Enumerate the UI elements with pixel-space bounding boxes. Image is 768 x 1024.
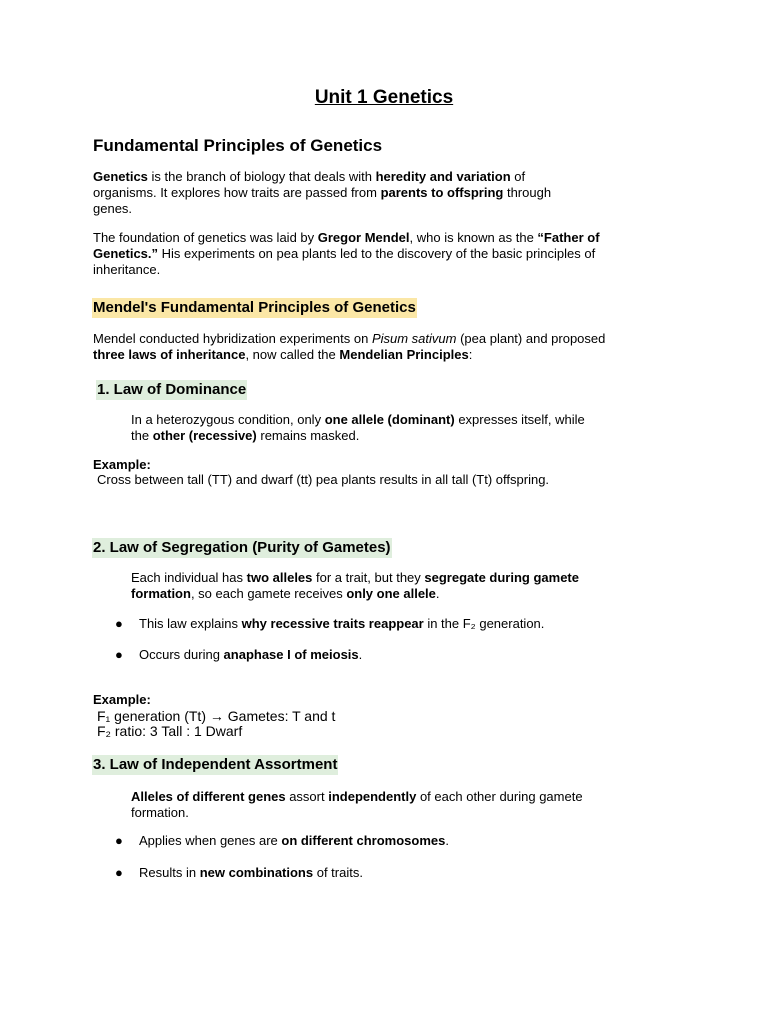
list-item: ● Occurs during anaphase I of meiosis. <box>115 647 363 662</box>
page-title: Unit 1 Genetics <box>314 87 454 108</box>
example-line-f2: F₂ ratio: 3 Tall : 1 Dwarf <box>97 723 243 739</box>
law-independent-assortment-description: Alleles of different genes assort independently of each other during gamete formation. <box>131 789 583 820</box>
example-line-f1: F₁ generation (Tt) → Gametes: T and t <box>97 708 336 724</box>
bullet-icon: ● <box>115 865 123 880</box>
paragraph-genetics-definition: Genetics is the branch of biology that deals with heredity and variation of organisms. It explores how traits are passed from parents to offspring through genes. <box>93 169 552 216</box>
law-heading-independent-assortment: 3. Law of Independent Assortment <box>93 756 338 773</box>
law-heading-dominance: 1. Law of Dominance <box>97 381 247 398</box>
paragraph-mendel-experiments: Mendel conducted hybridization experiments on Pisum sativum (pea plant) and proposed three laws of inheritance, now called the Mendelian Principles: <box>93 331 606 362</box>
example-label-dominance: Example: <box>93 457 151 472</box>
example-label-segregation: Example: <box>93 692 151 707</box>
list-item: ● This law explains why recessive traits reappear in the F₂ generation. <box>115 616 545 631</box>
section-heading-mendel-principles: Mendel's Fundamental Principles of Genetics <box>93 299 416 316</box>
bullet-icon: ● <box>115 833 123 848</box>
example-text-dominance: Cross between tall (TT) and dwarf (tt) pea plants results in all tall (Tt) offspring. <box>97 472 550 487</box>
list-item: ● Results in new combinations of traits. <box>115 865 363 880</box>
bullet-icon: ● <box>115 647 123 662</box>
section-heading-fundamentals: Fundamental Principles of Genetics <box>93 136 383 155</box>
law-segregation-description: Each individual has two alleles for a trait, but they segregate during gamete formation, so each gamete receives only one allele. <box>131 570 579 601</box>
law-dominance-description: In a heterozygous condition, only one allele (dominant) expresses itself, while the other (recessive) remains masked. <box>131 412 585 443</box>
list-item: ● Applies when genes are on different chromosomes. <box>115 833 449 848</box>
text-genetics: Genetics <box>93 169 148 184</box>
paragraph-mendel-foundation: The foundation of genetics was laid by Gregor Mendel, who is known as the “Father of Genetics.” His experiments on pea plants led to the discovery of the basic principles of inheritance. <box>93 230 600 277</box>
bullet-icon: ● <box>115 616 123 631</box>
law-heading-segregation: 2. Law of Segregation (Purity of Gametes) <box>93 539 391 556</box>
